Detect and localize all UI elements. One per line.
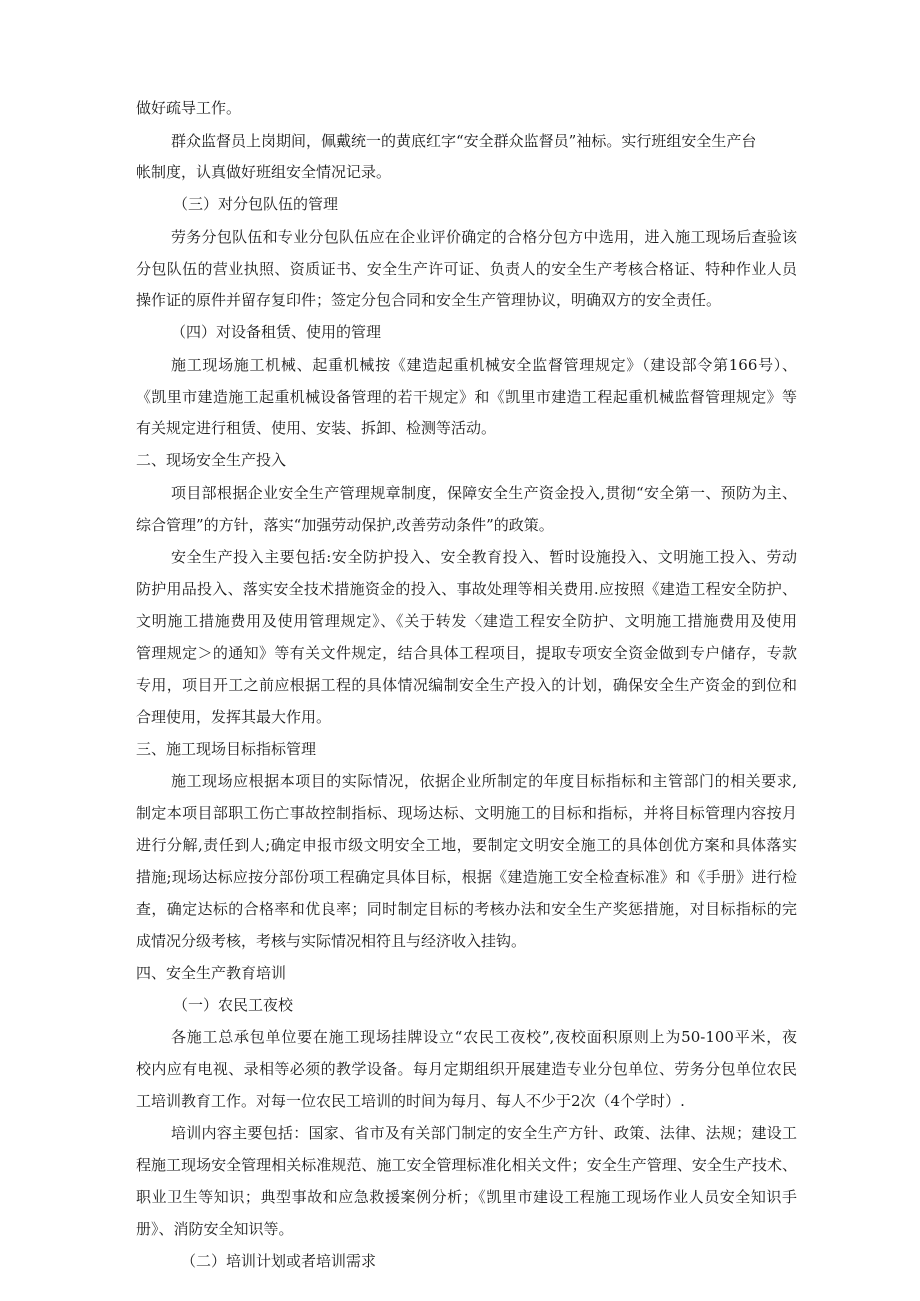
- paragraph-line: 进行分解,责任到人;确定申报市级文明安全工地，要制定文明安全施工的具体创优方案和具体落实: [136, 836, 797, 854]
- paragraph-line: 《凯里市建造施工起重机械设备管理的若干规定》和《凯里市建造工程起重机械监督管理规定》等: [136, 388, 797, 406]
- paragraph-line: 程施工现场安全管理相关标准规范、施工安全管理标准化相关文件；安全生产管理、安全生产技术、: [136, 1156, 797, 1174]
- paragraph-line: 各施工总承包单位要在施工现场挂牌设立“农民工夜校”,夜校面积原则上为50-100平米，夜: [171, 1028, 797, 1046]
- paragraph-line: 项目部根据企业安全生产管理规章制度，保障安全生产资金投入,贯彻“安全第一、预防为主、: [171, 484, 797, 502]
- paragraph-line: 文明施工措施费用及使用管理规定》、《关于转发〈建造工程安全防护、文明施工措施费用及使用: [136, 612, 797, 630]
- section-heading: （四）对设备租赁、使用的管理: [171, 323, 382, 341]
- paragraph-line: 安全生产投入主要包括:安全防护投入、安全教育投入、暂时设施投入、文明施工投入、劳动: [171, 548, 797, 566]
- paragraph-line: 有关规定进行租赁、使用、安装、拆卸、检测等活动。: [136, 419, 497, 437]
- section-heading: （一）农民工夜校: [173, 996, 294, 1014]
- section-heading: （二）培训计划或者培训需求: [181, 1252, 377, 1270]
- section-heading: 四、安全生产教育培训: [136, 964, 287, 982]
- section-heading: 二、现场安全生产投入: [136, 451, 287, 469]
- paragraph-line: 综合管理”的方针，落实“加强劳动保护,改善劳动条件”的政策。: [136, 516, 554, 534]
- paragraph-line: 成情况分级考核，考核与实际情况相符且与经济收入挂钩。: [136, 932, 527, 950]
- paragraph-line: 施工现场应根据本项目的实际情况，依据企业所制定的年度目标指标和主管部门的相关要求,: [171, 772, 797, 790]
- paragraph-line: 查，确定达标的合格率和优良率；同时制定目标的考核办法和安全生产奖惩措施，对目标指标的完: [136, 900, 797, 918]
- paragraph-line: 施工现场施工机械、起重机械按《建造起重机械安全监督管理规定》（建设部令第166号）、: [171, 356, 797, 374]
- paragraph-line: 做好疏导工作。: [136, 99, 242, 117]
- paragraph-line: 管理规定＞的通知》等有关文件规定，结合具体工程项目，提取专项安全资金做到专户储存，专款: [136, 644, 797, 662]
- paragraph-line: 劳务分包队伍和专业分包队伍应在企业评价确定的合格分包方中选用，进入施工现场后查验该: [171, 228, 797, 246]
- section-heading: 三、施工现场目标指标管理: [136, 740, 317, 758]
- paragraph-line: 群众监督员上岗期间，佩戴统一的黄底红字“安全群众监督员”袖标。实行班组安全生产台: [171, 132, 757, 150]
- paragraph-line: 培训内容主要包括：国家、省市及有关部门制定的安全生产方针、政策、法律、法规；建设工: [171, 1124, 797, 1142]
- paragraph-line: 防护用品投入、落实安全技术措施资金的投入、事故处理等相关费用.应按照《建造工程安全防护、: [136, 580, 797, 598]
- paragraph-line: 职业卫生等知识；典型事故和应急救援案例分析；《凯里市建设工程施工现场作业人员安全知识手: [136, 1188, 797, 1206]
- paragraph-line: 工培训教育工作。对每一位农民工培训的时间为每月、每人不少于2次（4个学时）.: [136, 1092, 685, 1110]
- paragraph-line: 校内应有电视、录相等必须的教学设备。每月定期组织开展建造专业分包单位、劳务分包单位农民: [136, 1060, 797, 1078]
- paragraph-line: 制定本项目部职工伤亡事故控制指标、现场达标、文明施工的目标和指标，并将目标管理内容按月: [136, 804, 797, 822]
- paragraph-line: 措施;现场达标应按分部份项工程确定具体目标，根据《建造施工安全检查标准》和《手册》进行检: [136, 868, 797, 886]
- paragraph-line: 合理使用，发挥其最大作用。: [136, 708, 332, 726]
- paragraph-line: 帐制度，认真做好班组安全情况记录。: [136, 163, 392, 181]
- section-heading: （三）对分包队伍的管理: [173, 195, 339, 213]
- paragraph-line: 分包队伍的营业执照、资质证书、安全生产许可证、负责人的安全生产考核合格证、特种作业人员: [136, 260, 797, 278]
- paragraph-line: 操作证的原件并留存复印件；签定分包合同和安全生产管理协议，明确双方的安全责任。: [136, 291, 722, 309]
- paragraph-line: 专用，项目开工之前应根据工程的具体情况编制安全生产投入的计划，确保安全生产资金的到位和: [136, 676, 797, 694]
- paragraph-line: 册》、消防安全知识等。: [136, 1220, 294, 1238]
